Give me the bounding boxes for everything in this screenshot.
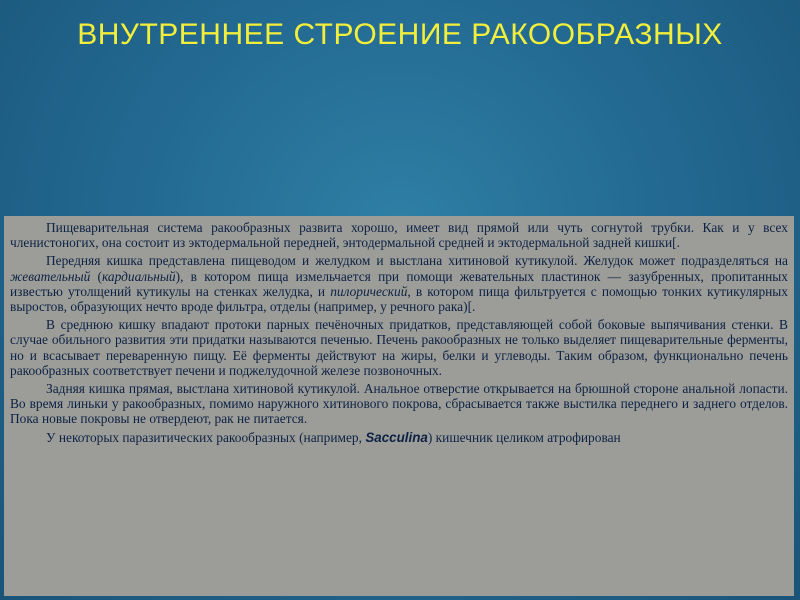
slide-title: ВНУТРЕННЕЕ СТРОЕНИЕ РАКООБРАЗНЫХ (77, 18, 723, 51)
text-run: ) кишечник целиком атрофирован (427, 429, 621, 445)
paragraph-midgut: В среднюю кишку впадают протоки парных печёночных придатков, представляющей собой боковые выпячивания стенки. В случае обильного развития эти придатки называются печенью. Печень ракообразных не только выделяет пищеварительные ферменты, но и всасывает переваренную пищу. Её ферменты действуют на жиры, белки и углеводы. Таким образом, функционально печень ракообразных соответствует печени и поджелудочной железе позвоночных. (10, 317, 788, 378)
paragraph-parasites (10, 430, 788, 445)
term-sacculina: Sacculina (365, 429, 428, 445)
paragraph-foregut (10, 253, 788, 314)
text-run: У некоторых паразитических ракообразных (например, (46, 429, 366, 445)
text-run: ), в котором пища измельчается при помощи жевательных пластинок — зазубренных, пропитанных известью утолщений кутикулы на стенках желудка, и (10, 268, 788, 299)
paragraph-digestive-system: Пищеварительная система ракообразных развита хорошо, имеет вид прямой или чуть согнутой трубки. Как и у всех членистоногих, она состоит из эктодермальной передней, энтодермальной средней и эктодермальной задней кишки[. (10, 220, 788, 251)
term-cardiac: кардиальный (101, 268, 176, 284)
paragraph-hindgut: Задняя кишка прямая, выстлана хитиновой кутикулой. Анальное отверстие открывается на брюшной стороне анальной лопасти. Во время линьки у ракообразных, помимо наружного хитинового покрова, сбрасывается также выстилка переднего и заднего отделов. Пока новые покровы не отвердеют, рак не питается. (10, 381, 788, 427)
text-run: , в котором пища фильтруется с помощью тонких кутикулярных выростов, образующих нечто вроде фильтра, отделы (например, у речного рака)[. (10, 283, 788, 315)
text-run: Передняя кишка представлена пищеводом и желудком и выстлана хитиновой кутикулой. Желудок может подразделяться на (46, 253, 788, 269)
term-chewing: жевательный (10, 268, 91, 284)
term-pyloric: пилорический (330, 283, 408, 299)
body-text-box (4, 216, 794, 596)
text-run: ( (90, 268, 102, 284)
